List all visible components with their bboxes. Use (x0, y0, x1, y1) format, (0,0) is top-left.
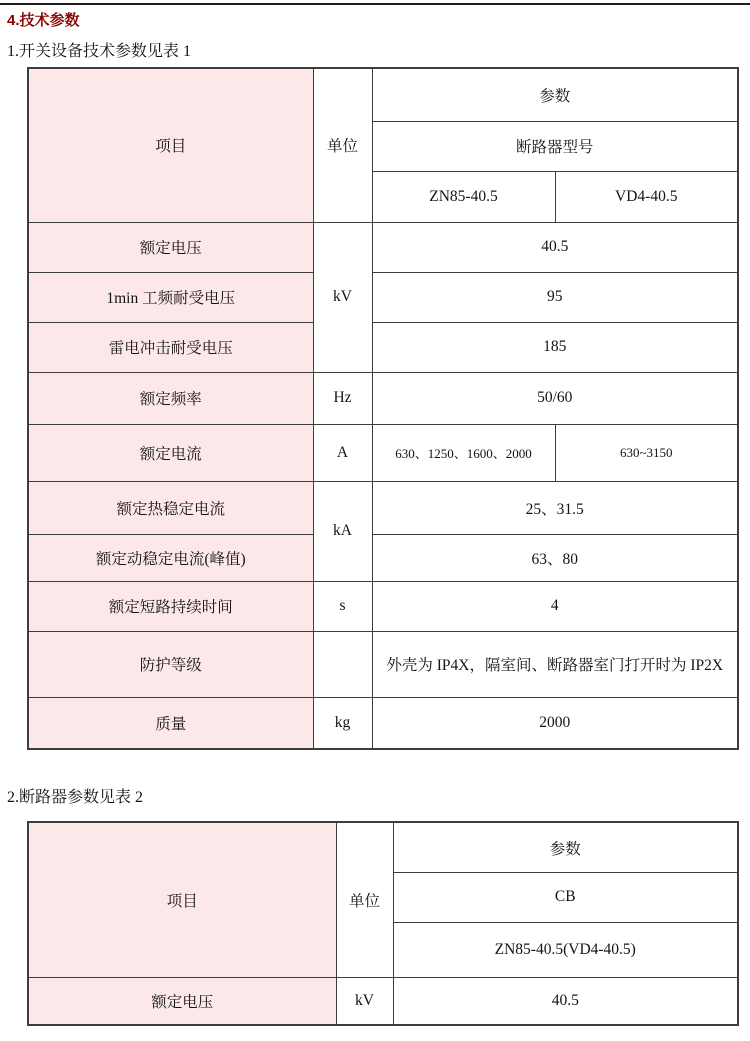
row-rated-frequency (28, 372, 738, 424)
table2-caption: 2.断路器参数见表 2 (7, 789, 144, 807)
cell-item-rated-frequency: 额定频率 (28, 372, 313, 424)
table2-row-rated-voltage (28, 977, 738, 1025)
cell-item-protection-level: 防护等级 (28, 631, 313, 697)
row-short-circuit-duration (28, 581, 738, 631)
table1-header-breaker-model: 断路器型号 (372, 121, 738, 171)
row-rated-voltage (28, 222, 738, 272)
cell-value-protection-level: 外壳为 IP4X，隔室间、断路器室门打开时为 IP2X (372, 631, 738, 697)
cell-value-rated-current-zn85: 630、1250、1600、2000 (372, 424, 555, 481)
cell-value-rated-voltage: 40.5 (372, 222, 738, 272)
cell-value-rated-frequency: 50/60 (372, 372, 738, 424)
cell-value-short-circuit-duration: 4 (372, 581, 738, 631)
table1-header-item: 项目 (28, 68, 313, 222)
section-heading: 4.技术参数 (7, 12, 80, 29)
row-protection-level (28, 631, 738, 697)
table2-header-model: ZN85-40.5(VD4-40.5) (393, 922, 738, 977)
table1-caption: 1.开关设备技术参数见表 1 (7, 43, 192, 60)
cell-item-power-freq-withstand: 1min 工频耐受电压 (28, 272, 313, 322)
cell-value-mass: 2000 (372, 697, 738, 749)
table2-header-cb: CB (393, 872, 738, 922)
table2-cell-value-rated-voltage: 40.5 (393, 977, 738, 1025)
row-rated-current (28, 424, 738, 481)
cell-unit-ka: kA (313, 481, 372, 581)
cell-unit-kg: kg (313, 697, 372, 749)
cell-unit-a: A (313, 424, 372, 481)
cell-unit-kv: kV (313, 222, 372, 372)
table2-header-unit: 单位 (336, 822, 393, 977)
cell-value-power-freq-withstand: 95 (372, 272, 738, 322)
cell-value-thermal-current: 25、31.5 (372, 481, 738, 534)
cell-item-rated-current: 额定电流 (28, 424, 313, 481)
table2-header-param: 参数 (393, 822, 738, 872)
table1-header-model2: VD4-40.5 (555, 171, 738, 222)
cell-value-lightning-impulse: 185 (372, 322, 738, 372)
row-mass (28, 697, 738, 749)
cell-item-lightning-impulse: 雷电冲击耐受电压 (28, 322, 313, 372)
top-horizontal-rule (0, 3, 750, 5)
table1-header-param: 参数 (372, 68, 738, 121)
cell-item-dynamic-current: 额定动稳定电流(峰值) (28, 534, 313, 581)
cell-unit-s: s (313, 581, 372, 631)
table1-header-unit: 单位 (313, 68, 372, 222)
table2-header-item: 项目 (28, 822, 336, 977)
cell-unit-hz: Hz (313, 372, 372, 424)
cell-value-dynamic-current: 63、80 (372, 534, 738, 581)
circuit-breaker-parameters-table (27, 821, 739, 1026)
cell-item-thermal-current: 额定热稳定电流 (28, 481, 313, 534)
row-thermal-current (28, 481, 738, 534)
row-lightning-impulse (28, 322, 738, 372)
cell-item-short-circuit-duration: 额定短路持续时间 (28, 581, 313, 631)
table1-header-row-1 (28, 68, 738, 121)
cell-item-mass: 质量 (28, 697, 313, 749)
cell-item-rated-voltage: 额定电压 (28, 222, 313, 272)
table1-header-model1: ZN85-40.5 (372, 171, 555, 222)
table2-header-row-1 (28, 822, 738, 872)
cell-value-rated-current-vd4: 630~3150 (555, 424, 738, 481)
row-dynamic-current (28, 534, 738, 581)
cell-unit-protection-empty (313, 631, 372, 697)
row-power-freq-withstand (28, 272, 738, 322)
switchgear-parameters-table (27, 67, 739, 750)
table2-cell-item-rated-voltage: 额定电压 (28, 977, 336, 1025)
table2-cell-unit-kv: kV (336, 977, 393, 1025)
